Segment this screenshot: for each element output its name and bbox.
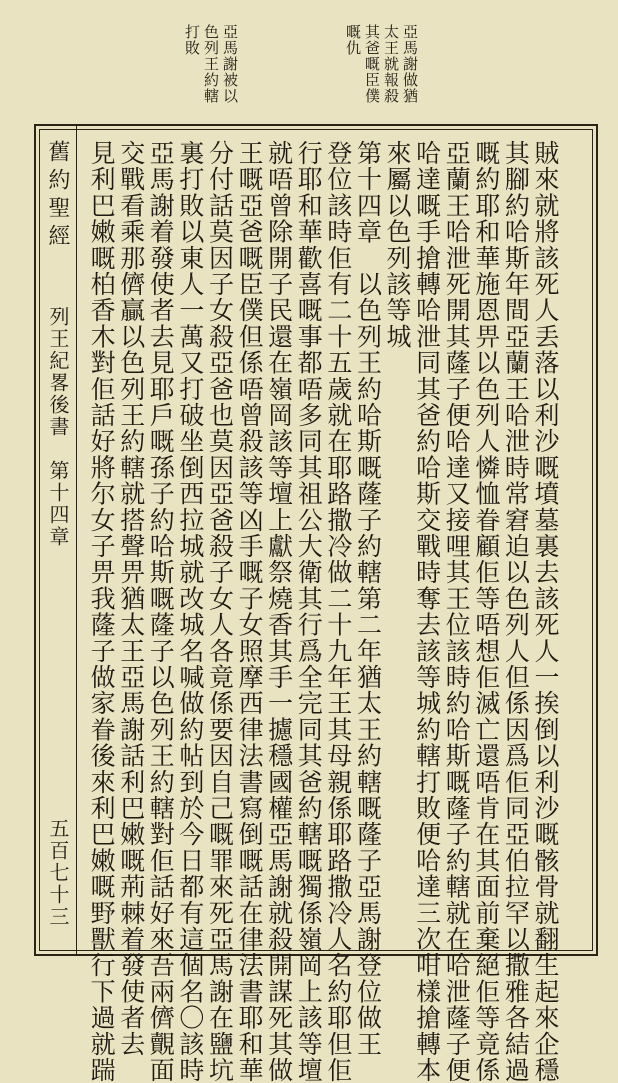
text-column: 嘅約耶和華施恩畀以色列人憐恤眷顧佢等唔想佢滅亡還唔肯在其面前棄絕佢等竟係 — [471, 140, 501, 1083]
marginal-note: 亞馬謝做猶 — [401, 24, 419, 104]
text-column: 登位該時佢有二十五歲就在耶路撒冷做二十九年王其母親係耶路撒冷人名約耶但佢 — [323, 140, 353, 1083]
text-column: 見利巴嫩嘅柏香木對佢話好將尔女子畀我蕯子做家眷後來利巴嫩嘅野獸行下過就踹 — [87, 140, 117, 1083]
marginal-note: 亞馬謝被以 — [221, 24, 239, 104]
marginal-note: 太王就報殺 — [382, 24, 400, 104]
text-column: 王嘅亞爸嘅臣僕但係唔曾殺該等凶手嘅子女照摩西律法書寫倒嘅話在律法書耶和華 — [235, 140, 265, 1083]
section-title: 列王紀畧後書 第十四章 — [46, 306, 70, 548]
text-column: 分付話莫因子女殺亞爸也莫因亞爸殺子女人各竟係要因自己嘅罪來死亞馬謝在鹽坑 — [205, 140, 235, 1083]
book-title: 舊約聖經 — [45, 140, 70, 252]
main-text — [80, 140, 560, 1083]
text-column: 就唔曾除開子民還在嶺岡該等壇上獻祭燒香其手一攄穩國權亞馬謝就殺開謀死其做 — [264, 140, 294, 1083]
marginal-note: 其爸嘅臣僕 — [363, 24, 381, 104]
text-column: 哈達嘅手搶轉哈泄同其爸約哈斯交戰時奪去該等城約轄打敗便哈達三次咁樣搶轉本 — [412, 140, 442, 1083]
text-column: 亞馬謝着發使者去見耶戶嘅孫子約哈斯嘅蕯子以色列王約轄對佢話好來吾兩儕覿面 — [146, 140, 176, 1083]
marginal-notes — [118, 24, 418, 134]
text-column: 裏打敗以東人一萬又打破坐倒西拉城就改城名喊做約帖到於今日都有這個名〇該時 — [175, 140, 205, 1083]
text-column: 行耶和華歡喜嘅事都唔多同其祖公大衛其行爲全完同其爸約轄嘅獨係嶺岡上該等壇 — [294, 140, 324, 1083]
text-column: 其腳約哈斯年間亞蘭王哈泄時常窘迫以色列人但係因爲佢同亞伯拉罕以撒雅各結過 — [501, 140, 531, 1083]
text-column: 賊來就將該死人丢落以利沙嘅墳墓裏去該死人一挨倒以利沙嘅骸骨就翻生起來企穩 — [531, 140, 560, 1083]
text-column: 來屬以色列該等城 — [383, 140, 413, 350]
page-header-sidebar — [36, 126, 77, 954]
chapter-heading-column: 第十四章 以色列王約哈斯嘅蕯子約轄第二年猶太王約轄嘅蕯子亞馬謝登位做王 — [353, 140, 383, 1057]
page-number: 五百七十三 — [46, 818, 70, 928]
page-frame — [34, 124, 598, 1083]
marginal-note: 打敗 — [183, 24, 201, 56]
text-column: 交戰看乘那儕贏以色列王約轄就搭聲畀猶太王亞馬謝話利巴嫩嘅荊棘着發使者去 — [116, 140, 146, 1057]
marginal-note: 嘅仇 — [344, 24, 362, 56]
marginal-note: 色列王約轄 — [202, 24, 220, 104]
text-column: 亞蘭王哈泄死開其蕯子便哈達又接哩其王位該時約哈斯嘅蕯子約轄就在哈泄蕯子便 — [442, 140, 472, 1083]
